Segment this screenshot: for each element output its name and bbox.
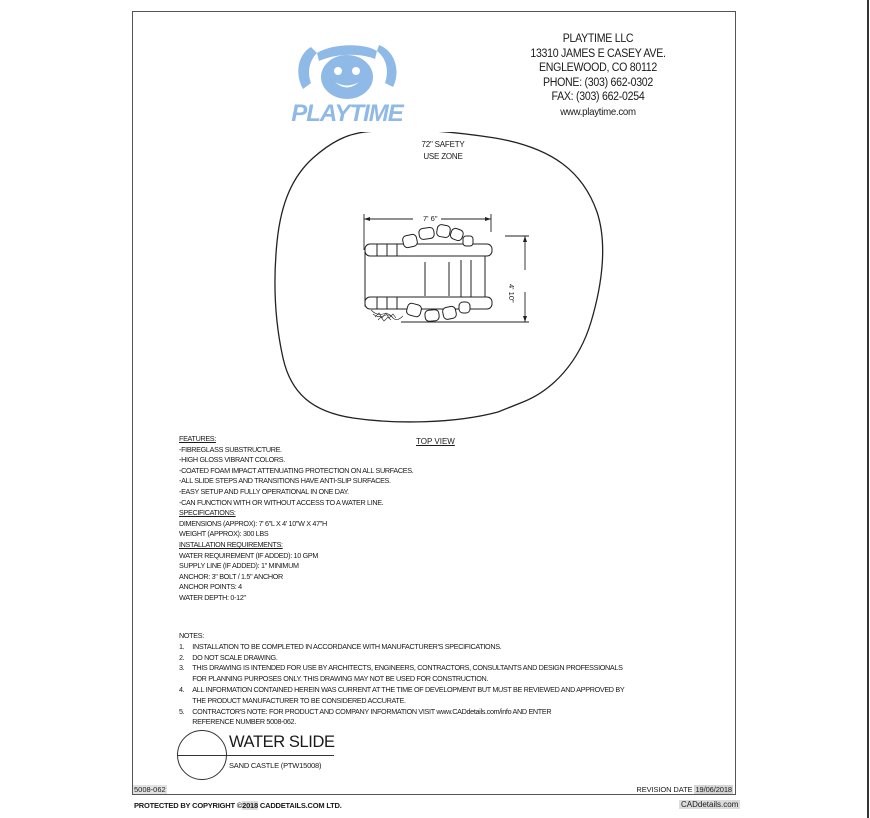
note-item: 5. CONTRACTOR'S NOTE: FOR PRODUCT AND COMPANY INFORMATION VISIT www.CADdetails.com/info AND ENTER REFERENCE NUMBER 5008-062. [179,706,552,727]
note-item: 2. DO NOT SCALE DRAWING. [179,652,278,662]
company-phone: PHONE: (303) 662-0302 [542,76,654,89]
safety-zone-label [403,139,483,163]
features-spec-block [179,434,413,604]
feature-item: -EASY SETUP AND FULLY OPERATIONAL IN ONE DAY. [179,486,349,496]
installation-heading: INSTALLATION REQUIREMENTS: [179,539,283,549]
company-website: www.playtime.com [560,105,636,118]
playtime-logo [283,37,423,132]
features-heading: FEATURES: [179,434,216,443]
note-item: 1. INSTALLATION TO BE COMPLETED IN ACCORDANCE WITH MANUFACTURER'S SPECIFICATIONS. [179,641,502,651]
install-item: WATER DEPTH: 0-12" [179,592,246,602]
feature-item: -COATED FOAM IMPACT ATTENUATING PROTECTION ON ALL SURFACES. [179,465,414,475]
specifications-heading: SPECIFICATIONS: [179,508,236,518]
width-dimension: 4' 10" [507,284,516,303]
company-fax: FAX: (303) 662-0254 [551,91,645,103]
install-item: ANCHOR POINTS: 4 [179,582,242,592]
top-view-label: TOP VIEW [416,437,455,446]
playtime-logo-icon [283,37,423,132]
notes-heading: NOTES: [179,631,204,640]
safety-zone-line1: 72" SAFETY [421,140,465,149]
feature-item: -HIGH GLOSS VIBRANT COLORS. [179,455,285,465]
feature-item: -ALL SLIDE STEPS AND TRANSITIONS HAVE ANTI-SLIP SURFACES. [179,476,391,486]
top-view-drawing [273,132,613,442]
notes-block [179,631,624,728]
feature-item: -CAN FUNCTION WITH OR WITHOUT ACCESS TO A WATER LINE. [179,497,384,507]
install-item: WATER REQUIREMENT (IF ADDED): 10 GPM [179,550,319,560]
company-info [529,32,667,119]
company-address: 13310 JAMES E CASEY AVE. [530,47,666,60]
title-divider [177,755,334,756]
install-item: ANCHOR: 3" BOLT / 1.5" ANCHOR [179,571,283,581]
drawing-title: WATER SLIDE [229,733,335,751]
revision-date-value: 19/06/2018 [695,785,732,794]
drawing-subtitle: SAND CASTLE (PTW15008) [229,761,322,770]
note-item: 3. THIS DRAWING IS INTENDED FOR USE BY ARCHITECTS, ENGINEERS, CONTRACTORS, CONSULTANTS AND DESIGN PROFESSIONALS FOR PLANNING PURPOSES ONLY. THIS DRAWING MAY NOT BE USED FOR CONSTRUCTION. [179,663,623,684]
copyright-notice: PROTECTED BY COPYRIGHT ©2018 CADDETAILS.COM LTD. [134,801,342,810]
page-edge-divider [867,0,869,818]
spec-item: WEIGHT (APPROX): 300 LBS [179,529,269,539]
spec-item: DIMENSIONS (APPROX): 7' 6"L X 4' 10"W X 47"H [179,518,327,528]
title-block [177,730,357,786]
reference-number: 5008-062 [134,785,166,794]
install-item: SUPPLY LINE (IF ADDED): 1" MINIMUM [179,561,299,571]
caddetails-link[interactable]: CADdetails.com [681,800,739,809]
revision-date: REVISION DATE 19/06/2018 [636,785,732,794]
drawing-sheet [132,11,736,795]
note-item: 4. ALL INFORMATION CONTAINED HEREIN WAS CURRENT AT THE TIME OF DEVELOPMENT BUT MUST BE REVIEWED AND APPROVED BY THE PRODUCT MANUFACTURER TO BE CONSIDERED ACCURATE. [179,684,625,705]
svg-text:PLAYTIME: PLAYTIME [291,100,403,127]
company-name: PLAYTIME LLC [562,33,634,45]
safety-zone-line2: USE ZONE [423,152,463,161]
company-city: ENGLEWOOD, CO 80112 [538,62,658,74]
feature-item: -FIBREGLASS SUBSTRUCTURE. [179,444,282,454]
length-dimension: 7' 6" [423,214,438,223]
